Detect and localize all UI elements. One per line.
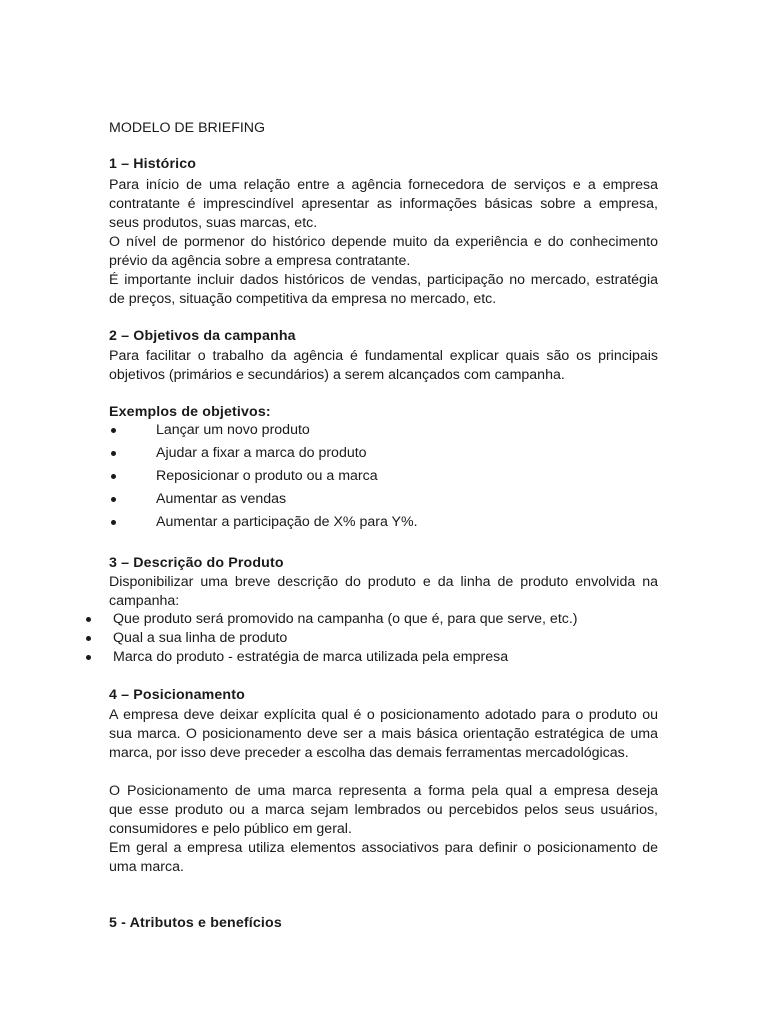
bullet-icon [111,497,116,502]
text-line: A empresa deve deixar explícita qual é o posicionamento adotado para o produto ou [109,707,658,723]
section-heading-atributos: 5 - Atributos e benefícios [109,915,282,931]
bullet-icon [111,520,116,525]
text-line: Em geral a empresa utiliza elementos associativos para definir o posicionamento de [109,840,658,856]
bullet-icon [111,451,116,456]
list-item-text: Ajudar a fixar a marca do produto [156,445,367,461]
text-line: sua marca. O posicionamento deve ser a mais básica orientação estratégica de uma [109,726,658,742]
text-line: É importante incluir dados históricos de vendas, participação no mercado, estratégia [109,272,658,288]
list-item-text: Que produto será promovido na campanha (o que é, para que serve, etc.) [113,611,578,627]
paragraph-produto-1 [109,573,658,611]
list-item-text: Aumentar a participação de X% para Y%. [156,514,418,530]
text-line: objetivos (primários e secundários) a serem alcançados com campanha. [109,367,565,383]
paragraph-historico-1 [109,176,658,233]
paragraph-historico-2 [109,233,658,271]
text-line: Disponibilizar uma breve descrição do produto e da linha de produto envolvida na [109,574,658,590]
section-heading-objetivos: 2 – Objetivos da campanha [109,328,296,344]
section-heading-produto: 3 – Descrição do Produto [109,555,284,571]
text-line: campanha: [109,593,180,609]
bullet-icon [111,474,116,479]
text-line: que esse produto ou a marca sejam lembrados ou percebidos pelos seus usuários, [109,802,658,818]
text-line: prévio da agência sobre a empresa contratante. [109,253,411,269]
text-line: contratante é imprescindível apresentar as informações básicas sobre a empresa, [109,196,658,212]
text-line: uma marca. [109,859,184,875]
list-item-text: Reposicionar o produto ou a marca [156,468,378,484]
text-line: O Posicionamento de uma marca representa a forma pela qual a empresa deseja [109,783,658,799]
paragraph-posicionamento-2 [109,782,658,839]
bullet-icon [86,636,91,641]
bullet-icon [111,428,116,433]
bullet-icon [86,655,91,660]
list-item-text: Marca do produto - estratégia de marca utilizada pela empresa [113,649,509,665]
text-line: marca, por isso deve preceder a escolha das demais ferramentas mercadológicas. [109,745,629,761]
paragraph-posicionamento-3 [109,839,658,877]
text-line: Para facilitar o trabalho da agência é fundamental explicar quais são os principais [109,348,658,364]
paragraph-historico-3 [109,271,658,309]
list-item-text: Lançar um novo produto [156,422,310,438]
paragraph-posicionamento-1 [109,706,658,763]
list-item-text: Qual a sua linha de produto [113,630,288,646]
list-item-text: Aumentar as vendas [156,491,287,507]
text-line: Para início de uma relação entre a agência fornecedora de serviços e a empresa [109,177,658,193]
section-heading-posicionamento: 4 – Posicionamento [109,687,245,703]
text-line: consumidores e pelo público em geral. [109,821,352,837]
text-line: O nível de pormenor do histórico depende muito da experiência e do conhecimento [109,234,658,250]
bullet-icon [86,617,91,622]
section-heading-historico: 1 – Histórico [109,156,197,172]
examples-heading: Exemplos de objetivos: [109,404,271,420]
text-line: seus produtos, suas marcas, etc. [109,215,318,231]
text-line: de preços, situação competitiva da empresa no mercado, etc. [109,291,497,307]
document-title: MODELO DE BRIEFING [109,120,266,136]
paragraph-objetivos-1 [109,347,658,385]
